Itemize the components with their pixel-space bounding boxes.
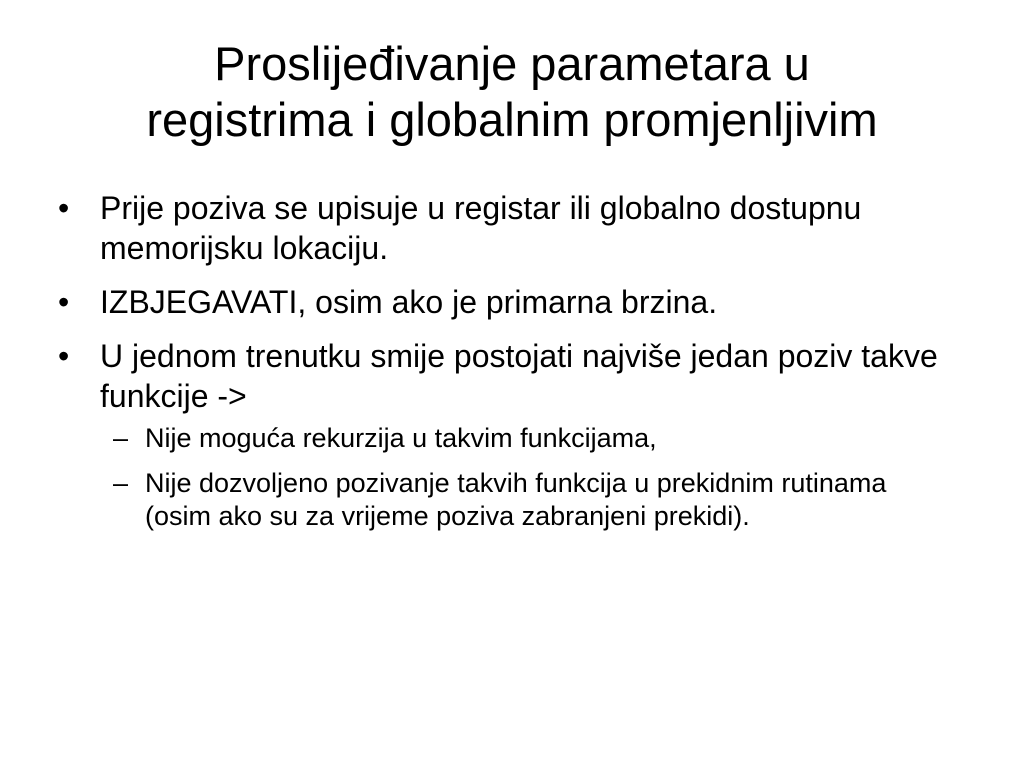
sub-bullet-text: Nije dozvoljeno pozivanje takvih funkcija u prekidnim rutinama (osim ako su za vrijeme poziva zabranjeni prekidi). [145,468,887,531]
bullet-marker: • [58,284,70,320]
slide-title [0,36,1024,148]
bullet-item [0,188,1024,268]
sub-bullet-item [0,467,964,533]
bullet-text: Prije poziva se upisuje u registar ili globalno dostupnu memorijsku lokaciju. [100,190,862,266]
sub-bullet-list [0,422,964,533]
bullet-marker: • [58,338,70,374]
bullet-item [0,336,1024,533]
bullet-text: U jednom trenutku smije postojati najviše jedan poziv takve funkcije -> [100,338,938,414]
sub-bullet-marker: – [113,468,129,498]
sub-bullet-text: Nije moguća rekurzija u takvim funkcijama, [145,423,657,453]
bullet-text: IZBJEGAVATI, osim ako je primarna brzina. [100,284,718,320]
sub-bullet-item [0,422,964,455]
bullet-marker: • [58,190,70,226]
slide-title-line-2: registrima i globalnim promjenljivim [146,93,878,146]
sub-bullet-marker: – [113,423,129,453]
slide-title-line-1: Proslijeđivanje parametara u [214,37,810,90]
bullet-list [0,188,1024,547]
bullet-item [0,282,1024,322]
